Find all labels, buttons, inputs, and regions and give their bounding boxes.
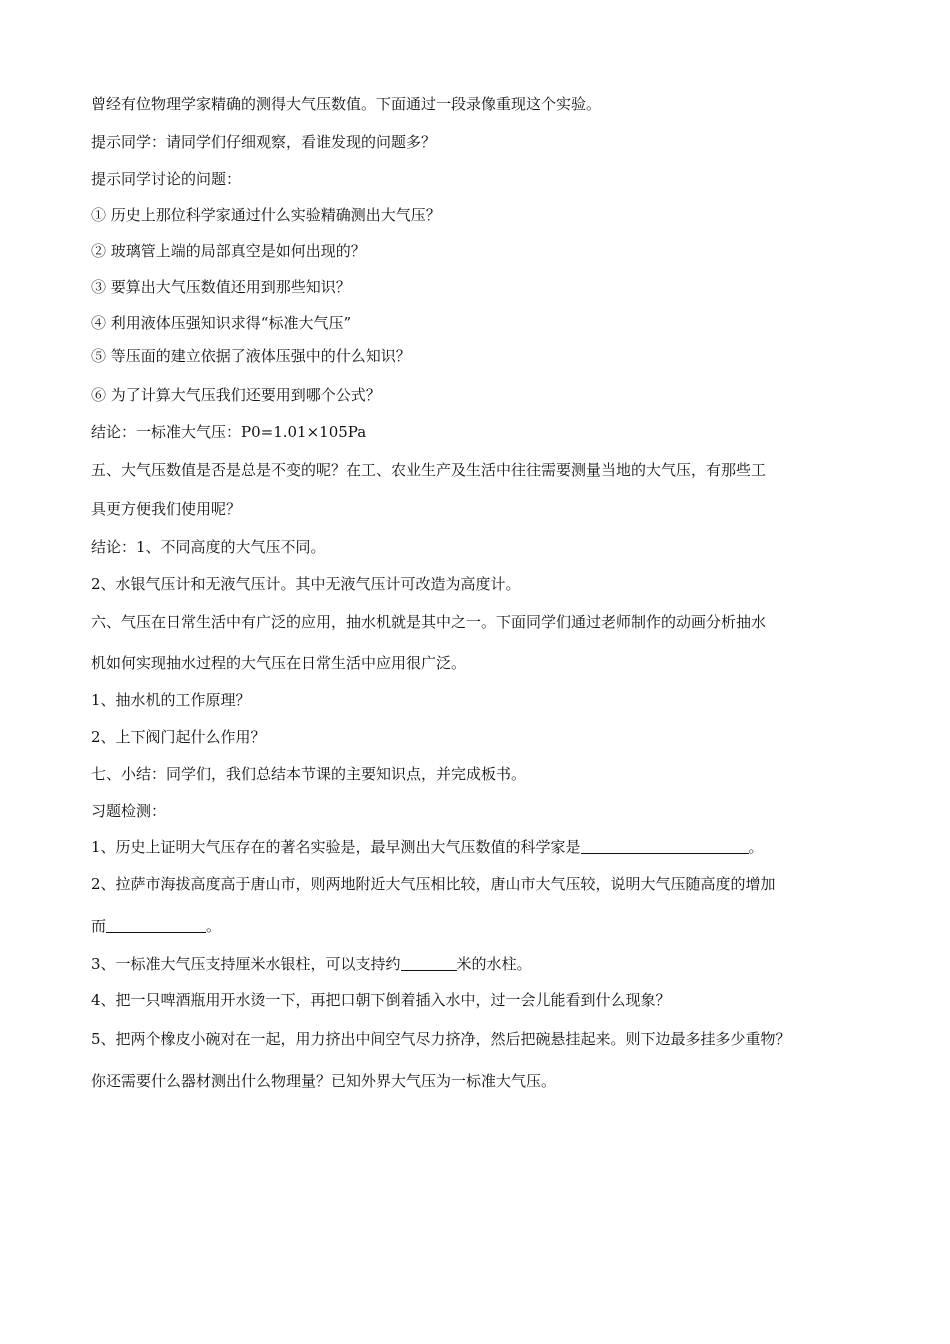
- answer-blank[interactable]: [401, 954, 457, 971]
- exercise-5-line-2: 你还需要什么器材测出什么物理量？已知外界大气压为一标准大气压。: [91, 1072, 557, 1090]
- paragraph-intro: 曾经有位物理学家精确的测得大气压数值。下面通过一段录像重现这个实验。: [91, 95, 602, 113]
- conclusion-1: 结论：1、不同高度的大气压不同。: [91, 538, 326, 556]
- question-1: ① 历史上那位科学家通过什么实验精确测出大气压？: [91, 206, 441, 224]
- question-3: ③ 要算出大气压数值还用到那些知识？: [91, 278, 351, 296]
- paragraph-prompt: 提示同学：请同学们仔细观察，看谁发现的问题多？: [91, 133, 437, 151]
- section-five-line-1: 五、大气压数值是否是总是不变的呢？在工、农业生产及生活中往往需要测量当地的大气压，有那些工: [91, 461, 767, 479]
- exercise-2-line-2: 而 。: [91, 917, 222, 935]
- question-6: ⑥ 为了计算大气压我们还要用到哪个公式？: [91, 386, 381, 404]
- question-4: ④ 利用液体压强知识求得“标准大气压”: [91, 314, 352, 332]
- answer-blank[interactable]: [581, 837, 749, 854]
- section-six-line-1: 六、气压在日常生活中有广泛的应用，抽水机就是其中之一。下面同学们通过老师制作的动画分析抽水: [91, 613, 767, 631]
- paragraph-discussion-heading: 提示同学讨论的问题：: [91, 170, 242, 188]
- exercise-2-line-1: 2、拉萨市海拔高度高于唐山市，则两地附近大气压相比较，唐山市大气压较，说明大气压随高度的增加: [91, 875, 776, 893]
- exercise-4: 4、把一只啤酒瓶用开水烫一下，再把口朝下倒着插入水中，过一会儿能看到什么现象？: [91, 991, 671, 1009]
- conclusion-standard-pressure: 结论：一标准大气压：P0=1.01×105Pa: [91, 423, 367, 441]
- question-2: ② 玻璃管上端的局部真空是如何出现的？: [91, 242, 366, 260]
- section-six-line-2: 机如何实现抽水过程的大气压在日常生活中应用很广泛。: [91, 654, 467, 672]
- question-5: ⑤ 等压面的建立依据了液体压强中的什么知识？: [91, 347, 411, 365]
- answer-blank[interactable]: [106, 916, 206, 933]
- pump-question-1: 1、抽水机的工作原理？: [91, 691, 251, 709]
- section-seven-summary: 七、小结：同学们，我们总结本节课的主要知识点，并完成板书。: [91, 765, 527, 783]
- pump-question-2: 2、上下阀门起什么作用？: [91, 728, 266, 746]
- exercise-1: 1、历史上证明大气压存在的著名实验是，最早测出大气压数值的科学家是 。: [91, 838, 764, 856]
- conclusion-2: 2、水银气压计和无液气压计。其中无液气压计可改造为高度计。: [91, 575, 521, 593]
- section-five-line-2: 具更方便我们使用呢？: [91, 500, 242, 518]
- exercise-5-line-1: 5、把两个橡皮小碗对在一起，用力挤出中间空气尽力挤净，然后把碗悬挂起来。则下边最多挂多少重物？: [91, 1030, 791, 1048]
- exercise-heading: 习题检测：: [91, 802, 167, 820]
- exercise-3: 3、一标准大气压支持厘米水银柱，可以支持约 米的水柱。: [91, 955, 532, 973]
